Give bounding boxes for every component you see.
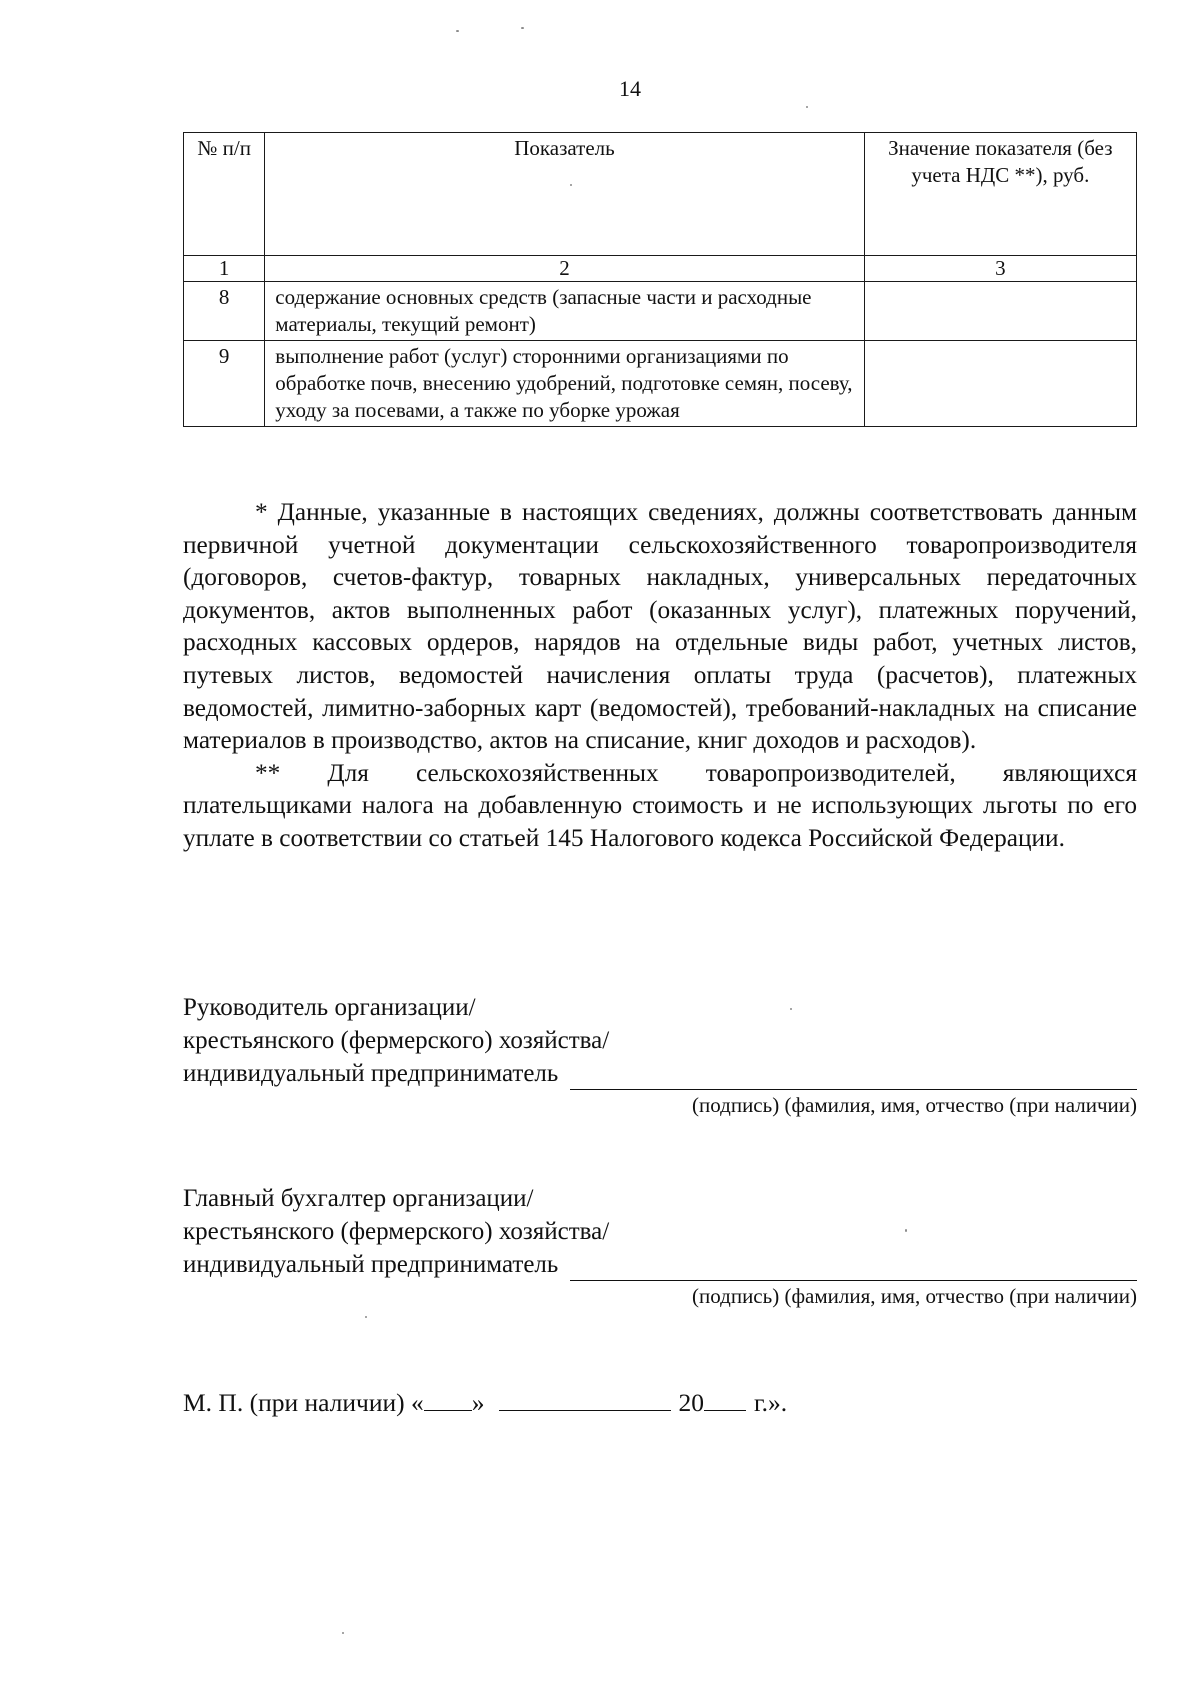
stamp-close-quote: » [471,1388,485,1417]
scan-speck [905,1229,907,1232]
head-title-line: индивидуальный предприниматель [183,1060,559,1087]
head-title-line: крестьянского (фермерского) хозяйства/ [183,1027,610,1054]
row-number: 9 [184,341,265,427]
table-header-row [184,133,1137,256]
header-value: Значение показателя (без учета НДС **), руб. [864,133,1136,256]
scan-speck [790,1008,792,1010]
head-signature-row [183,1057,1137,1090]
table-row [184,282,1137,341]
row-value [864,341,1136,427]
row-number: 8 [184,282,265,341]
accountant-signature-caption: (подпись) (фамилия, имя, отчество (при наличии) [692,1284,1137,1308]
scan-speck [456,30,459,32]
head-signature-block [183,991,1137,1120]
date-day-field[interactable] [424,1386,472,1411]
header-number: № п/п [184,133,265,256]
accountant-title-line: индивидуальный предприниматель [183,1251,559,1278]
scan-speck [342,1632,344,1634]
footnotes [183,496,1137,855]
column-number: 1 [184,256,265,282]
scan-speck [570,184,572,186]
head-signature-field[interactable] [570,1063,1137,1090]
head-signature-caption: (подпись) (фамилия, имя, отчество (при наличии) [692,1093,1137,1117]
footnote-data-source: * Данные, указанные в настоящих сведениях, должны соответствовать данным первичной учетной документации сельскохозяйственного товаропроизводителя (договоров, счетов-фактур, товарных накладных, универсальных передаточных документов, актов выполненных работ (оказанных услуг), платежных поручений, расходных кассовых ордеров, нарядов на отдельные виды работ, учетных листов, путевых листов, ведомостей начисления оплаты труда (расчетов), платежных ведомостей, лимитно-заборных карт (ведомостей), требований-накладных на списание материалов в производство, актов на списание, книг доходов и расходов). [183,498,1137,755]
stamp-year-prefix: 20 [678,1388,705,1417]
row-value [864,282,1136,341]
column-number-row [184,256,1137,282]
head-title-line: Руководитель организации/ [183,994,476,1021]
scan-speck [806,106,808,108]
footnote-vat: ** Для сельскохозяйственных товаропроизводителей, являющихся плательщиками налога на добавленную стоимость и не использующих льготы по его уплате в соответствии со статьей 145 Налогового кодекса Российской Федерации. [183,758,1137,852]
scan-speck [521,27,524,29]
accountant-signature-row [183,1248,1137,1281]
accountant-signature-block [183,1182,1137,1311]
stamp-suffix: г.». [754,1388,788,1417]
date-month-field[interactable] [499,1386,671,1411]
date-year-field[interactable] [704,1386,746,1411]
row-indicator: содержание основных средств (запасные части и расходные материалы, текущий ремонт) [265,282,864,341]
scan-speck [365,1316,367,1318]
page-number: 14 [619,76,641,101]
column-number: 3 [864,256,1136,282]
stamp-date-line [183,1386,787,1420]
accountant-title-line: Главный бухгалтер организации/ [183,1185,534,1212]
accountant-signature-field[interactable] [570,1254,1137,1281]
row-indicator: выполнение работ (услуг) сторонними организациями по обработке почв, внесению удобрений, подготовке семян, посеву, уходу за посевами, а также по уборке урожая [265,341,864,427]
header-indicator: Показатель [265,133,864,256]
indicators-table [183,132,1137,427]
accountant-title-line: крестьянского (фермерского) хозяйства/ [183,1218,610,1245]
table-row [184,341,1137,427]
column-number: 2 [265,256,864,282]
stamp-prefix: М. П. (при наличии) « [183,1388,424,1417]
